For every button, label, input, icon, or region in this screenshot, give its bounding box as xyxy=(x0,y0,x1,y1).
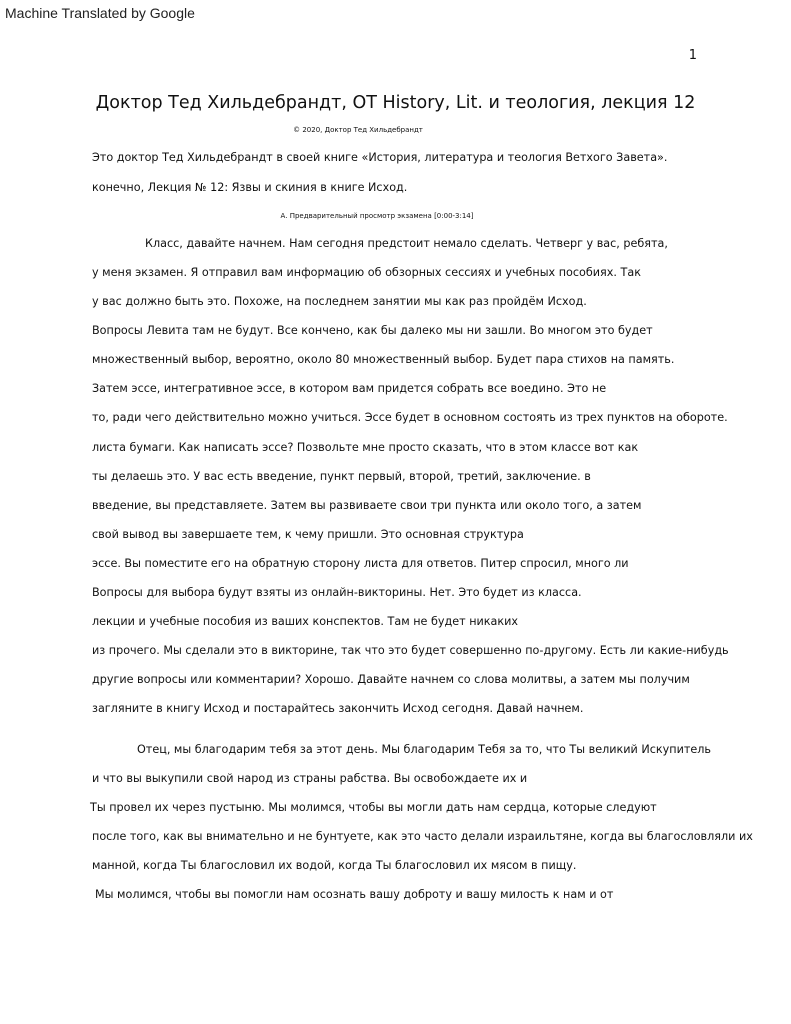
intro-line: конечно, Лекция № 12: Язвы и скиния в книге Исход. xyxy=(92,181,408,194)
paragraph-line: из прочего. Мы сделали это в викторине, так что это будет совершенно по-другому. Есть ли какие-нибудь xyxy=(92,644,729,657)
page-title: Доктор Тед Хильдебрандт, ОТ History, Lit. и теология, лекция 12 xyxy=(95,93,696,113)
paragraph-line: у меня экзамен. Я отправил вам информацию об обзорных сессиях и учебных пособиях. Так xyxy=(92,266,641,279)
prayer-line: и что вы выкупили свой народ из страны рабства. Вы освобождаете их и xyxy=(92,772,528,785)
paragraph-line: эссе. Вы поместите его на обратную сторону листа для ответов. Питер спросил, много ли xyxy=(92,557,629,570)
paragraph-line: то, ради чего действительно можно учиться. Эссе будет в основном состоять из трех пунктов на обороте. xyxy=(92,411,728,424)
paragraph-line: Вопросы для выбора будут взяты из онлайн-викторины. Нет. Это будет из класса. xyxy=(92,586,582,599)
page-number: 1 xyxy=(688,48,697,63)
paragraph-line: другие вопросы или комментарии? Хорошо. Давайте начнем со слова молитвы, а затем мы получим xyxy=(92,673,690,686)
prayer-line: Ты провел их через пустыню. Мы молимся, чтобы вы могли дать нам сердца, которые следуют xyxy=(90,801,657,814)
paragraph-line: загляните в книгу Исход и постарайтесь закончить Исход сегодня. Давай начнем. xyxy=(92,702,584,715)
paragraph-line: множественный выбор, вероятно, около 80 множественный выбор. Будет пара стихов на память. xyxy=(92,353,675,366)
paragraph-line: ты делаешь это. У вас есть введение, пункт первый, второй, третий, заключение. в xyxy=(92,470,591,483)
paragraph-line: Класс, давайте начнем. Нам сегодня предстоит немало сделать. Четверг у вас, ребята, xyxy=(145,237,668,250)
prayer-line: Мы молимся, чтобы вы помогли нам осознать вашу доброту и вашу милость к нам и от xyxy=(95,888,614,901)
paragraph-line: лекции и учебные пособия из ваших конспектов. Там не будет никаких xyxy=(92,615,519,628)
paragraph-line: листа бумаги. Как написать эссе? Позвольте мне просто сказать, что в этом классе вот как xyxy=(92,441,639,454)
paragraph-line: у вас должно быть это. Похоже, на последнем занятии мы как раз пройдём Исход. xyxy=(92,295,587,308)
machine-translated-label: Machine Translated by Google xyxy=(5,5,195,21)
copyright-notice: © 2020, Доктор Тед Хильдебрандт xyxy=(293,126,423,134)
prayer-line: после того, как вы внимательно и не бунтуете, как это часто делали израильтяне, когда вы благословляли их xyxy=(92,830,753,843)
prayer-line: манной, когда Ты благословил их водой, когда Ты благословил их мясом в пищу. xyxy=(92,859,577,872)
intro-line: Это доктор Тед Хильдебрандт в своей книге «История, литература и теология Ветхого Завета». xyxy=(92,151,668,164)
paragraph-line: Затем эссе, интегративное эссе, в котором вам придется собрать все воедино. Это не xyxy=(92,382,607,395)
prayer-line: Отец, мы благодарим тебя за этот день. Мы благодарим Тебя за то, что Ты великий Искупитель xyxy=(137,743,712,756)
paragraph-line: свой вывод вы завершаете тем, к чему пришли. Это основная структура xyxy=(92,528,524,541)
section-heading: А. Предварительный просмотр экзамена [0:00-3:14] xyxy=(280,212,474,220)
paragraph-line: Вопросы Левита там не будут. Все кончено, как бы далеко мы ни зашли. Во многом это будет xyxy=(92,324,653,337)
paragraph-line: введение, вы представляете. Затем вы развиваете свои три пункта или около того, а затем xyxy=(92,499,642,512)
